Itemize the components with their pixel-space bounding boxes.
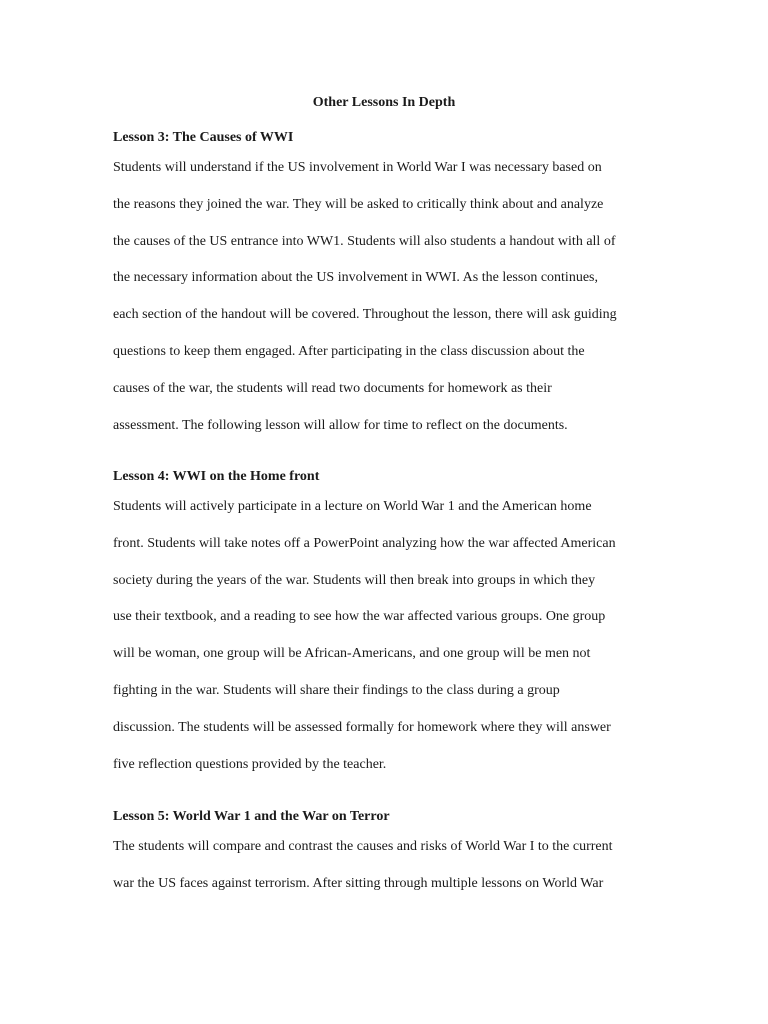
lesson-3-section	[113, 129, 658, 435]
body-line: will be woman, one group will be African-Americans, and one group will be men not	[113, 646, 591, 662]
body-line: Students will understand if the US involvement in World War I was necessary based on	[113, 160, 602, 175]
lesson-4-body	[113, 498, 658, 774]
body-line: society during the years of the war. Students will then break into groups in which they	[113, 572, 596, 588]
lesson-3-heading: Lesson 3: The Causes of WWI	[113, 130, 294, 145]
lesson-4-heading: Lesson 4: WWI on the Home front	[113, 469, 320, 484]
body-line: discussion. The students will be assessed formally for homework where they will answer	[113, 719, 611, 735]
body-line: causes of the war, the students will read two documents for homework as their	[113, 380, 552, 396]
lesson-3-body	[113, 159, 658, 435]
lesson-5-body	[113, 838, 658, 893]
body-line: front. Students will take notes off a PowerPoint analyzing how the war affected American	[113, 535, 616, 551]
body-line: the causes of the US entrance into WW1. Students will also students a handout with all of	[113, 233, 616, 249]
body-line: war the US faces against terrorism. After sitting through multiple lessons on World War	[113, 875, 604, 891]
body-line: The students will compare and contrast the causes and risks of World War I to the current	[113, 839, 613, 854]
body-line: the reasons they joined the war. They will be asked to critically think about and analyze	[113, 196, 604, 212]
body-line: five reflection questions provided by the teacher.	[113, 756, 387, 772]
body-line: questions to keep them engaged. After participating in the class discussion about the	[113, 343, 585, 359]
document-title: Other Lessons In Depth	[312, 95, 456, 110]
lesson-5-heading: Lesson 5: World War 1 and the War on Terror	[113, 809, 390, 824]
body-line: each section of the handout will be covered. Throughout the lesson, there will ask guiding	[113, 307, 617, 323]
body-line: fighting in the war. Students will share their findings to the class during a group	[113, 682, 560, 698]
body-line: assessment. The following lesson will allow for time to reflect on the documents.	[113, 417, 568, 433]
body-line: the necessary information about the US involvement in WWI. As the lesson continues,	[113, 270, 598, 286]
lesson-5-section	[113, 808, 658, 893]
body-line: Students will actively participate in a lecture on World War 1 and the American home	[113, 499, 592, 514]
body-line: use their textbook, and a reading to see how the war affected various groups. One group	[113, 609, 606, 625]
lesson-4-section	[113, 468, 658, 774]
